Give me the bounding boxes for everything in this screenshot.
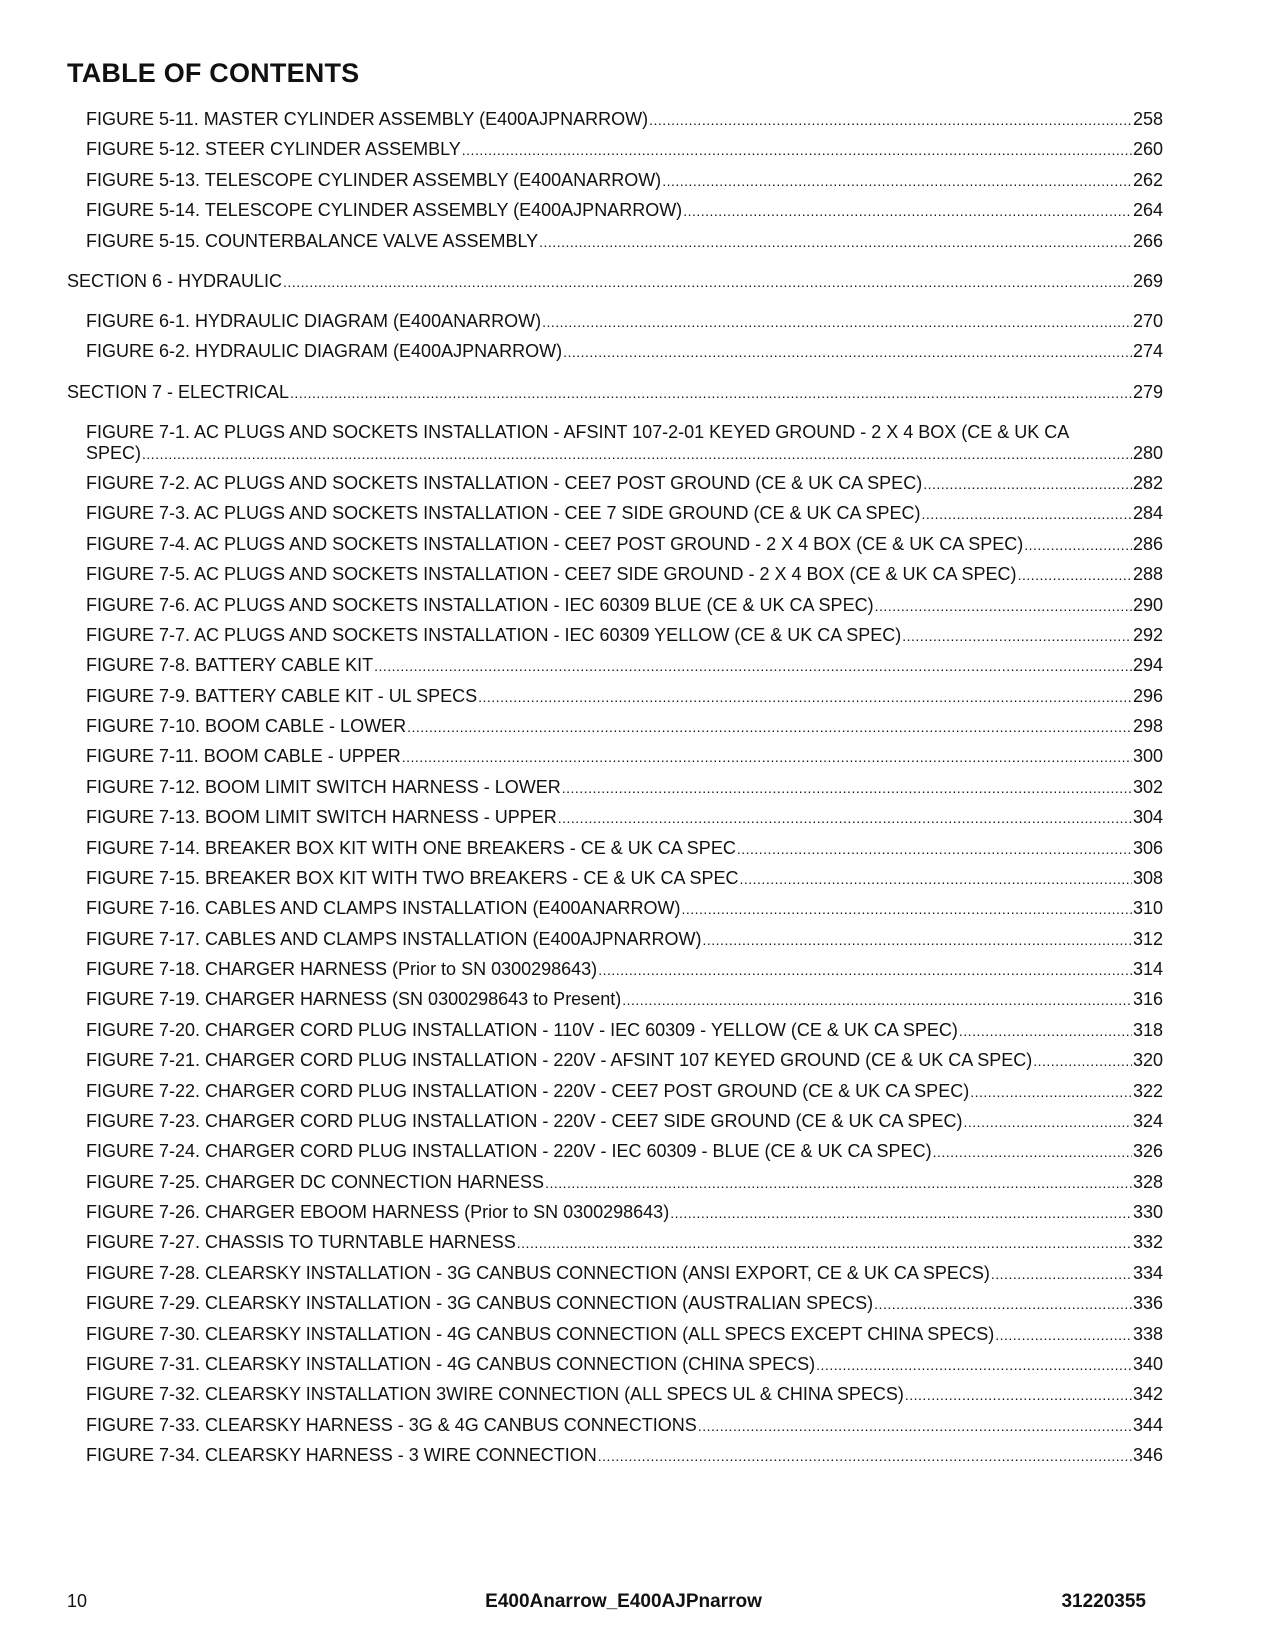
dot-leader [816, 1355, 1132, 1376]
toc-entry-label: FIGURE 5-15. COUNTERBALANCE VALVE ASSEMBLY [86, 231, 539, 251]
footer-model: E400Anarrow_E400AJPnarrow [485, 1591, 762, 1612]
toc-page-number: 302 [1132, 777, 1163, 797]
dot-leader [923, 474, 1132, 495]
toc-figure-entry[interactable] [86, 929, 1163, 951]
toc-entry-label: FIGURE 6-1. HYDRAULIC DIAGRAM (E400ANARROW) [86, 311, 542, 331]
toc-figure-entry[interactable] [86, 1354, 1163, 1376]
toc-page-number: 330 [1132, 1202, 1163, 1222]
toc-entry-label: FIGURE 5-14. TELESCOPE CYLINDER ASSEMBLY (E400AJPNARROW) [86, 200, 683, 220]
dot-leader [905, 1385, 1132, 1406]
toc-entry-label: FIGURE 7-21. CHARGER CORD PLUG INSTALLATION - 220V - AFSINT 107 KEYED GROUND (CE & UK CA SPEC) [86, 1050, 1033, 1070]
toc-page-number: 334 [1132, 1263, 1163, 1283]
toc-figure-entry[interactable] [86, 1384, 1163, 1406]
toc-entry-label: FIGURE 5-11. MASTER CYLINDER ASSEMBLY (E400AJPNARROW) [86, 109, 649, 129]
toc-figure-entry[interactable] [86, 1263, 1163, 1285]
toc-figure-entry[interactable] [86, 473, 1163, 495]
toc-page-number: 342 [1132, 1384, 1163, 1404]
toc-page-number: 298 [1132, 716, 1163, 736]
dot-leader [875, 596, 1132, 617]
toc-figure-entry[interactable] [86, 564, 1163, 586]
toc-page-number: 266 [1132, 231, 1163, 251]
dot-leader [662, 171, 1132, 192]
toc-page-number: 292 [1132, 625, 1163, 645]
toc-entry-label: FIGURE 7-14. BREAKER BOX KIT WITH ONE BREAKERS - CE & UK CA SPEC [86, 838, 736, 858]
toc-entry-label: FIGURE 7-31. CLEARSKY INSTALLATION - 4G CANBUS CONNECTION (CHINA SPECS) [86, 1354, 816, 1374]
toc-page-number: 306 [1132, 838, 1163, 858]
toc-figure-entry[interactable] [86, 716, 1163, 738]
toc-entry-label: FIGURE 7-29. CLEARSKY INSTALLATION - 3G CANBUS CONNECTION (AUSTRALIAN SPECS) [86, 1293, 874, 1313]
toc-figure-entry[interactable] [86, 139, 1163, 161]
dot-leader [462, 140, 1132, 161]
toc-entry-label: FIGURE 7-6. AC PLUGS AND SOCKETS INSTALLATION - IEC 60309 BLUE (CE & UK CA SPEC) [86, 595, 874, 615]
dot-leader [959, 1021, 1132, 1042]
footer-page-number: 10 [67, 1591, 88, 1611]
dot-leader [598, 1446, 1132, 1467]
toc-page-number: 260 [1132, 139, 1163, 159]
toc-entry-label: FIGURE 7-8. BATTERY CABLE KIT [86, 655, 374, 675]
toc-figure-entry[interactable] [86, 1141, 1163, 1163]
toc-figure-entry[interactable] [86, 1020, 1163, 1042]
toc-figure-entry[interactable] [86, 746, 1163, 768]
toc-figure-entry[interactable] [86, 838, 1163, 860]
toc-entry-label: FIGURE 7-11. BOOM CABLE - UPPER [86, 746, 401, 766]
toc-entry-label: FIGURE 7-4. AC PLUGS AND SOCKETS INSTALLATION - CEE7 POST GROUND - 2 X 4 BOX (CE & UK CA SPEC) [86, 534, 1024, 554]
toc-entry-label: SECTION 7 - ELECTRICAL [67, 382, 290, 402]
toc-entry-label: FIGURE 7-17. CABLES AND CLAMPS INSTALLATION (E400AJPNARROW) [86, 929, 702, 949]
toc-entry-label: FIGURE 7-24. CHARGER CORD PLUG INSTALLATION - 220V - IEC 60309 - BLUE (CE & UK CA SPEC) [86, 1141, 932, 1161]
dot-leader [933, 1142, 1132, 1163]
toc-figure-entry[interactable] [86, 231, 1163, 253]
toc-entry-label: FIGURE 7-16. CABLES AND CLAMPS INSTALLATION (E400ANARROW) [86, 898, 681, 918]
dot-leader [683, 201, 1132, 222]
dot-leader [542, 312, 1132, 333]
dot-leader [290, 383, 1132, 404]
dot-leader [1033, 1051, 1132, 1072]
dot-leader [874, 1294, 1132, 1315]
dot-leader [1018, 565, 1132, 586]
toc-page-number: 310 [1132, 898, 1163, 918]
toc-section-entry[interactable] [67, 382, 1163, 404]
dot-leader [970, 1082, 1132, 1103]
toc-figure-entry[interactable] [86, 1050, 1163, 1072]
toc-page-number: 279 [1132, 382, 1163, 402]
toc-page-number: 258 [1132, 109, 1163, 129]
toc-entry-label: FIGURE 7-7. AC PLUGS AND SOCKETS INSTALLATION - IEC 60309 YELLOW (CE & UK CA SPEC) [86, 625, 902, 645]
dot-leader [142, 444, 1132, 465]
toc-entry-label: FIGURE 7-23. CHARGER CORD PLUG INSTALLATION - 220V - CEE7 SIDE GROUND (CE & UK CA SPEC) [86, 1111, 963, 1131]
toc-page-number: 316 [1132, 989, 1163, 1009]
toc-page-number: 286 [1132, 534, 1163, 554]
dot-leader [698, 1416, 1132, 1437]
toc-figure-entry[interactable] [86, 1202, 1163, 1224]
dot-leader [964, 1112, 1132, 1133]
dot-leader [562, 778, 1132, 799]
toc-entry-label-continued: SPEC) [86, 443, 142, 463]
dot-leader [598, 960, 1132, 981]
dot-leader [283, 272, 1132, 293]
dot-leader [737, 839, 1132, 860]
toc-page-number: 314 [1132, 959, 1163, 979]
dot-leader [991, 1264, 1132, 1285]
toc-page-number: 338 [1132, 1324, 1163, 1344]
toc-entry-label: FIGURE 7-19. CHARGER HARNESS (SN 0300298643 to Present) [86, 989, 622, 1009]
toc-figure-entry[interactable] [86, 200, 1163, 222]
toc-entry-label: FIGURE 6-2. HYDRAULIC DIAGRAM (E400AJPNARROW) [86, 341, 563, 361]
toc-page-number: 296 [1132, 686, 1163, 706]
dot-leader [545, 1173, 1132, 1194]
toc-page-number: 274 [1132, 341, 1163, 361]
toc-page-number: 328 [1132, 1172, 1163, 1192]
toc-entry-label: FIGURE 7-20. CHARGER CORD PLUG INSTALLATION - 110V - IEC 60309 - YELLOW (CE & UK CA SPEC) [86, 1020, 958, 1040]
toc-entry-label: FIGURE 5-13. TELESCOPE CYLINDER ASSEMBLY (E400ANARROW) [86, 170, 662, 190]
toc-figure-entry[interactable] [86, 170, 1163, 192]
toc-page-number: 344 [1132, 1415, 1163, 1435]
dot-leader [739, 869, 1131, 890]
toc-page-number: 264 [1132, 200, 1163, 220]
toc-page-number: 322 [1132, 1081, 1163, 1101]
toc-entry-label: FIGURE 7-10. BOOM CABLE - LOWER [86, 716, 407, 736]
toc-page-number: 280 [1132, 443, 1163, 463]
toc-entry-label: FIGURE 7-1. AC PLUGS AND SOCKETS INSTALLATION - AFSINT 107-2-01 KEYED GROUND - 2 X 4 BOX (CE & UK CA [86, 422, 1070, 442]
toc-entry-label: FIGURE 7-3. AC PLUGS AND SOCKETS INSTALLATION - CEE 7 SIDE GROUND (CE & UK CA SPEC) [86, 503, 921, 523]
dot-leader [1024, 535, 1132, 556]
toc-figure-entry[interactable] [86, 109, 1163, 131]
dot-leader [922, 504, 1132, 525]
toc-entry-label: FIGURE 7-2. AC PLUGS AND SOCKETS INSTALLATION - CEE7 POST GROUND (CE & UK CA SPEC) [86, 473, 923, 493]
toc-page-number: 318 [1132, 1020, 1163, 1040]
toc-figure-entry[interactable] [86, 1111, 1163, 1133]
toc-entry-label: FIGURE 7-33. CLEARSKY HARNESS - 3G & 4G CANBUS CONNECTIONS [86, 1415, 697, 1435]
toc-entry-label: FIGURE 7-34. CLEARSKY HARNESS - 3 WIRE CONNECTION [86, 1445, 597, 1465]
dot-leader [517, 1233, 1132, 1254]
toc-page-number: 324 [1132, 1111, 1163, 1131]
dot-leader [995, 1325, 1132, 1346]
toc-entry-label: FIGURE 7-27. CHASSIS TO TURNTABLE HARNESS [86, 1232, 516, 1252]
toc-figure-entry[interactable] [86, 625, 1163, 647]
toc-page-number: 326 [1132, 1141, 1163, 1161]
toc-entry-label: FIGURE 7-9. BATTERY CABLE KIT - UL SPECS [86, 686, 478, 706]
toc-figure-entry[interactable] [86, 595, 1163, 617]
toc-figure-entry[interactable] [86, 1293, 1163, 1315]
toc-page-number: 269 [1132, 271, 1163, 291]
toc-page-number: 284 [1132, 503, 1163, 523]
toc-entry-label: FIGURE 7-25. CHARGER DC CONNECTION HARNESS [86, 1172, 545, 1192]
toc-figure-entry[interactable] [86, 422, 1163, 465]
toc-figure-entry[interactable] [86, 341, 1163, 363]
dot-leader [649, 110, 1132, 131]
toc-entry-label: FIGURE 7-5. AC PLUGS AND SOCKETS INSTALLATION - CEE7 SIDE GROUND - 2 X 4 BOX (CE & UK CA SPEC) [86, 564, 1017, 584]
toc-page-number: 262 [1132, 170, 1163, 190]
toc-figure-entry[interactable] [86, 868, 1163, 890]
toc-page-number: 340 [1132, 1354, 1163, 1374]
toc-page-number: 332 [1132, 1232, 1163, 1252]
toc-page-number: 270 [1132, 311, 1163, 331]
toc-entry-label: FIGURE 7-28. CLEARSKY INSTALLATION - 3G CANBUS CONNECTION (ANSI EXPORT, CE & UK CA SPECS) [86, 1263, 990, 1283]
toc-entry-label: FIGURE 7-26. CHARGER EBOOM HARNESS (Prior to SN 0300298643) [86, 1202, 670, 1222]
toc-page-number: 308 [1132, 868, 1163, 888]
toc-page-number: 294 [1132, 655, 1163, 675]
toc-entry-label: FIGURE 7-22. CHARGER CORD PLUG INSTALLATION - 220V - CEE7 POST GROUND (CE & UK CA SPEC) [86, 1081, 970, 1101]
toc-figure-entry[interactable] [86, 1445, 1163, 1467]
toc-figure-entry[interactable] [86, 534, 1163, 556]
dot-leader [902, 626, 1132, 647]
toc-entry-label: FIGURE 7-15. BREAKER BOX KIT WITH TWO BREAKERS - CE & UK CA SPEC [86, 868, 739, 888]
dot-leader [478, 687, 1132, 708]
toc-figure-entry[interactable] [86, 503, 1163, 525]
toc-figure-entry[interactable] [86, 989, 1163, 1011]
toc-page-number: 304 [1132, 807, 1163, 827]
toc-figure-entry[interactable] [86, 1172, 1163, 1194]
toc-page-number: 288 [1132, 564, 1163, 584]
page-footer [0, 1591, 1275, 1615]
dot-leader [558, 808, 1132, 829]
toc-page-number: 282 [1132, 473, 1163, 493]
dot-leader [622, 990, 1132, 1011]
dot-leader [681, 899, 1131, 920]
toc-figure-entry[interactable] [86, 777, 1163, 799]
toc-entry-label: SECTION 6 - HYDRAULIC [67, 271, 283, 291]
dot-leader [670, 1203, 1132, 1224]
dot-leader [374, 656, 1132, 677]
page-title: TABLE OF CONTENTS [67, 58, 360, 88]
toc-figure-entry[interactable] [86, 898, 1163, 920]
toc-figure-entry[interactable] [86, 655, 1163, 677]
dot-leader [539, 232, 1132, 253]
toc-page-number: 346 [1132, 1445, 1163, 1465]
footer-doc-number: 31220355 [1061, 1591, 1146, 1612]
toc-entry-label: FIGURE 7-12. BOOM LIMIT SWITCH HARNESS - LOWER [86, 777, 561, 797]
toc-entry-label: FIGURE 7-32. CLEARSKY INSTALLATION 3WIRE CONNECTION (ALL SPECS UL & CHINA SPECS) [86, 1384, 904, 1404]
toc-page-number: 336 [1132, 1293, 1163, 1313]
toc-figure-entry[interactable] [86, 1081, 1163, 1103]
toc-entry-label: FIGURE 7-13. BOOM LIMIT SWITCH HARNESS - UPPER [86, 807, 557, 827]
dot-leader [563, 342, 1132, 363]
toc-figure-entry[interactable] [86, 959, 1163, 981]
toc-figure-entry[interactable] [86, 686, 1163, 708]
toc-entry-label: FIGURE 7-18. CHARGER HARNESS (Prior to SN 0300298643) [86, 959, 598, 979]
toc-figure-entry[interactable] [86, 807, 1163, 829]
toc-page-number: 300 [1132, 746, 1163, 766]
toc-entry-label: FIGURE 7-30. CLEARSKY INSTALLATION - 4G CANBUS CONNECTION (ALL SPECS EXCEPT CHINA SPECS) [86, 1324, 995, 1344]
toc-figure-entry[interactable] [86, 311, 1163, 333]
toc-entry-label: FIGURE 5-12. STEER CYLINDER ASSEMBLY [86, 139, 461, 159]
toc-page-number: 312 [1132, 929, 1163, 949]
toc-figure-entry[interactable] [86, 1232, 1163, 1254]
toc-page-number: 320 [1132, 1050, 1163, 1070]
toc-section-entry[interactable] [67, 271, 1163, 293]
dot-leader [703, 930, 1132, 951]
dot-leader [402, 747, 1132, 768]
toc-figure-entry[interactable] [86, 1415, 1163, 1437]
toc-page-number: 290 [1132, 595, 1163, 615]
dot-leader [407, 717, 1132, 738]
toc-figure-entry[interactable] [86, 1324, 1163, 1346]
